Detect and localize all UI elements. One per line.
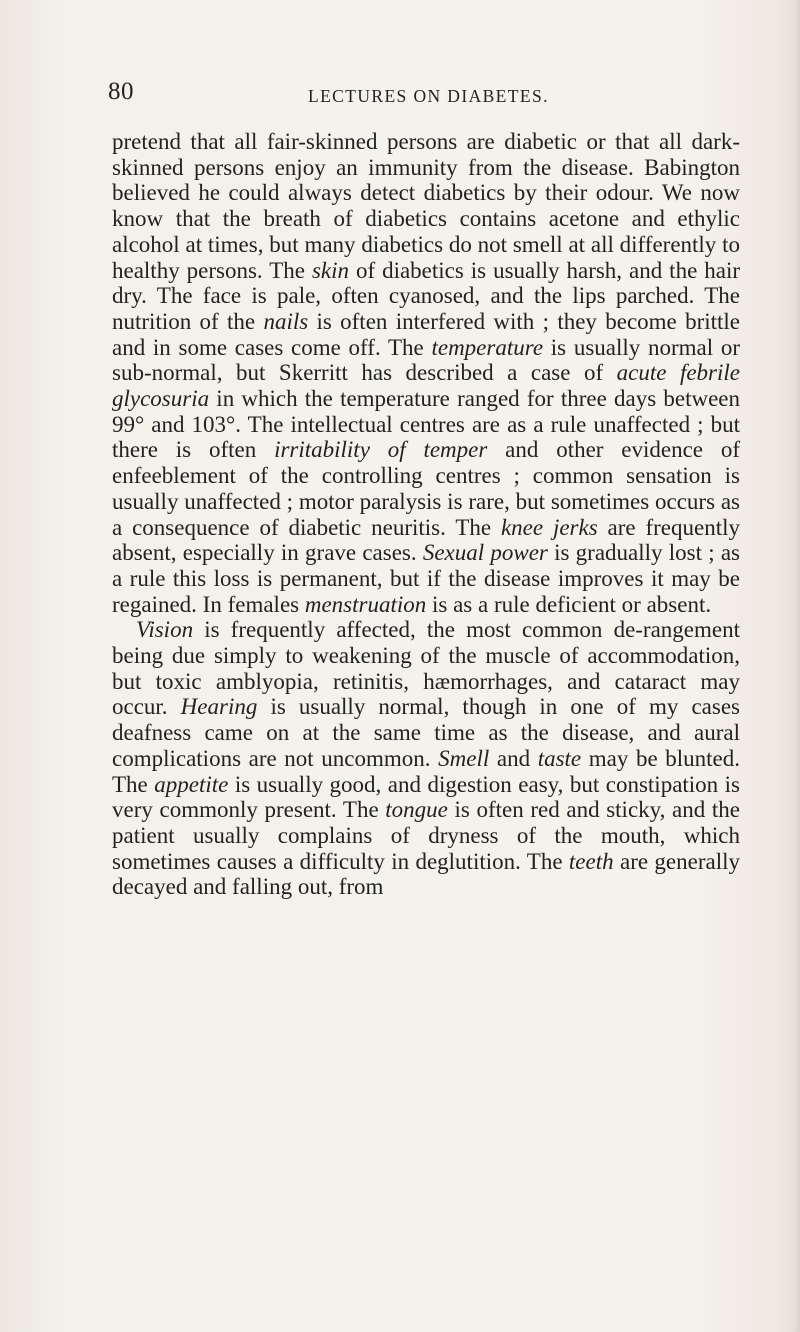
text-run: and	[489, 745, 538, 771]
text-run: pretend that all fair-skinned persons are diabetic or that all dark-skinned persons enjoy an immunity from the disease. Babington believed he could always detect diabetics by their odour. We now know that the breath of diabetics contains acetone and ethylic alcohol at times, but many diabetics do not smell at all differently to healthy persons. The	[112, 129, 740, 283]
page-edge	[794, 0, 800, 1332]
italic-term: appetite	[154, 771, 229, 797]
text-run: in which the temperature ranged for three days between 99° and 103°. The intellectual centres are as a rule unaffected ; but there is often	[112, 386, 740, 463]
italic-term: temperature	[431, 334, 544, 360]
italic-term: skin	[311, 257, 349, 283]
text-run: is as a rule deficient or absent.	[426, 591, 712, 617]
text-run: is usually good, and digestion easy, but constipation is very commonly present. The	[112, 771, 740, 823]
paragraph	[112, 129, 740, 617]
italic-term: taste	[537, 745, 582, 771]
italic-term: irritability of temper	[274, 437, 488, 463]
text-run: of diabetics is usually harsh, and the hair dry. The face is pale, often cyanosed, and the lips parched. The nutrition of the	[112, 257, 740, 334]
italic-term: knee jerks	[500, 514, 598, 540]
running-head: LECTURES ON DIABETES.	[308, 86, 549, 106]
text-run: may be blunted. The	[112, 745, 740, 797]
page-header	[108, 78, 740, 108]
italic-term: Vision	[136, 617, 194, 643]
text-run: is usually normal or sub-normal, but Skerritt has described a case of	[112, 334, 740, 386]
italic-term: Smell	[438, 745, 490, 771]
italic-term: teeth	[568, 848, 614, 874]
text-run: are frequently absent, especially in grave cases.	[112, 514, 740, 566]
italic-term: Sexual power	[422, 540, 548, 566]
text-run: and other evidence of enfeeblement of the controlling centres ; common sensation is usually unaffected ; motor paralysis is rare, but sometimes occurs as a consequence of diabetic neuritis. The	[112, 437, 740, 540]
page-number: 80	[108, 78, 134, 105]
text-run: are generally decayed and falling out, from	[112, 848, 740, 900]
italic-term: menstruation	[304, 591, 427, 617]
italic-term: nails	[263, 308, 309, 334]
paragraph	[112, 617, 740, 900]
text-run: is usually normal, though in one of my cases deafness came on at the same time as the disease, and aural complications are not uncommon.	[112, 694, 741, 771]
italic-term: acute febrile glycosuria	[112, 360, 740, 412]
italic-term: tongue	[385, 797, 448, 823]
body-text	[112, 129, 740, 900]
text-run: is frequently affected, the most common de-rangement being due simply to weakening of the muscle of accommodation, but toxic amblyopia, retinitis, hæmorrhages, and cataract may occur.	[112, 617, 740, 720]
text-run: is often interfered with ; they become brittle and in some cases come off. The	[112, 308, 740, 360]
text-run: is often red and sticky, and the patient usually complains of dryness of the mouth, which sometimes causes a difficulty in deglutition. The	[112, 797, 740, 874]
text-run: is gradually lost ; as a rule this loss is permanent, but if the disease improves it may be regained. In females	[112, 540, 740, 617]
italic-term: Hearing	[180, 694, 258, 720]
